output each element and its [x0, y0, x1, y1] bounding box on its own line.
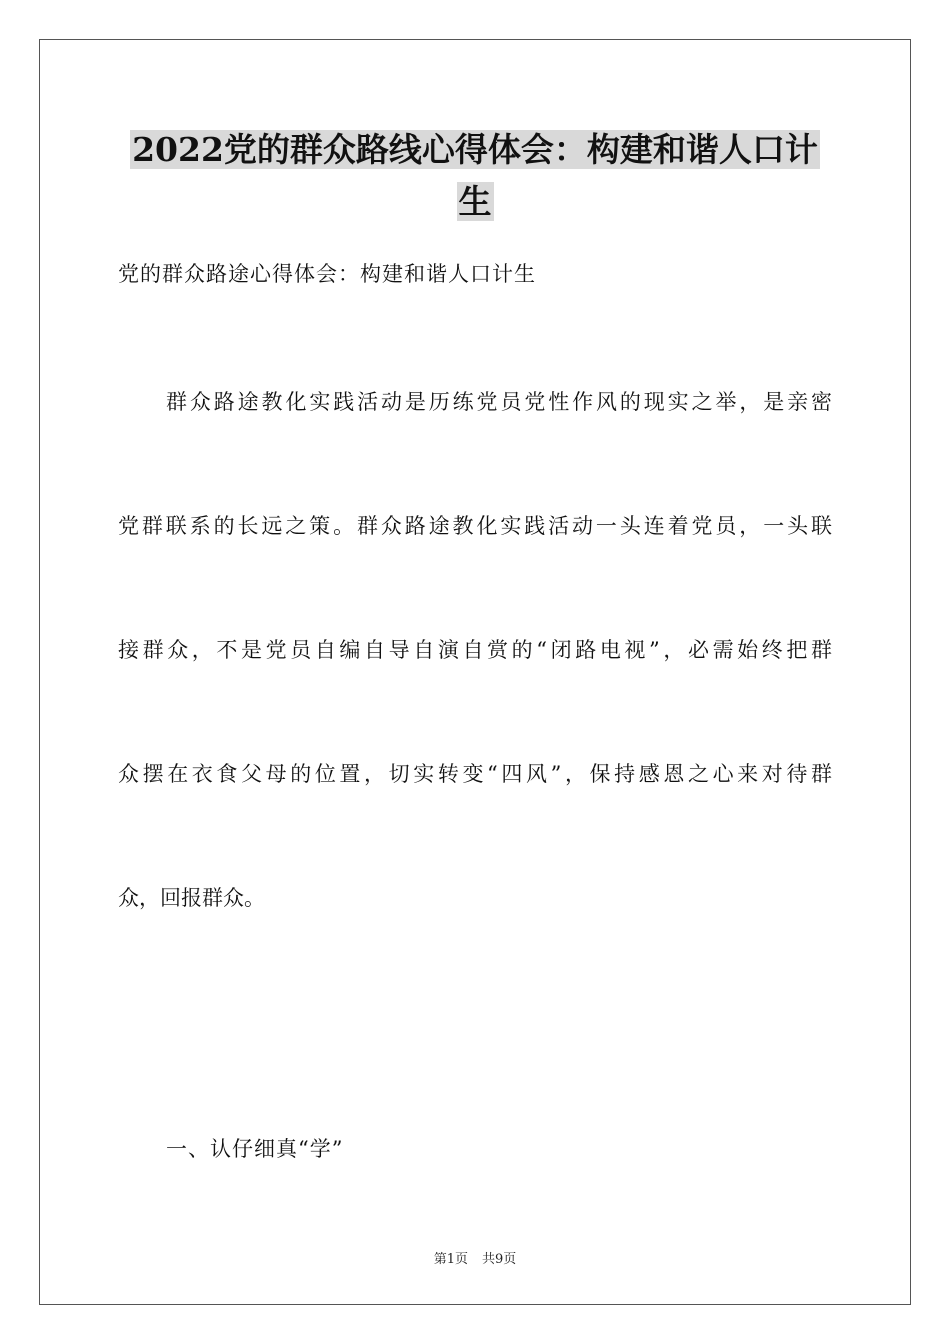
page-footer — [0, 1248, 950, 1267]
paragraph-line: 接群众，不是党员自编自导自演自赏的“闭路电视”，必需始终把群 — [118, 638, 832, 662]
page-border — [39, 39, 911, 1305]
document-subtitle: 党的群众路途心得体会：构建和谐人口计生 — [118, 262, 536, 286]
document-title — [80, 124, 870, 228]
paragraph-line: 群众路途教化实践活动是历练党员党性作风的现实之举，是亲密 — [166, 390, 832, 414]
paragraph-line: 众摆在衣食父母的位置，切实转变“四风”，保持感恩之心来对待群 — [118, 762, 832, 786]
title-line-1: 2022党的群众路线心得体会：构建和谐人口计 — [132, 130, 818, 169]
page-total: 共9页 — [482, 1252, 517, 1267]
page-number: 第1页 — [433, 1252, 468, 1267]
section-heading: 一、认仔细真“学” — [166, 1137, 344, 1161]
title-line-2: 生 — [458, 182, 492, 221]
paragraph-line: 众，回报群众。 — [118, 886, 265, 910]
paragraph-line: 党群联系的长远之策。群众路途教化实践活动一头连着党员，一头联 — [118, 514, 832, 538]
